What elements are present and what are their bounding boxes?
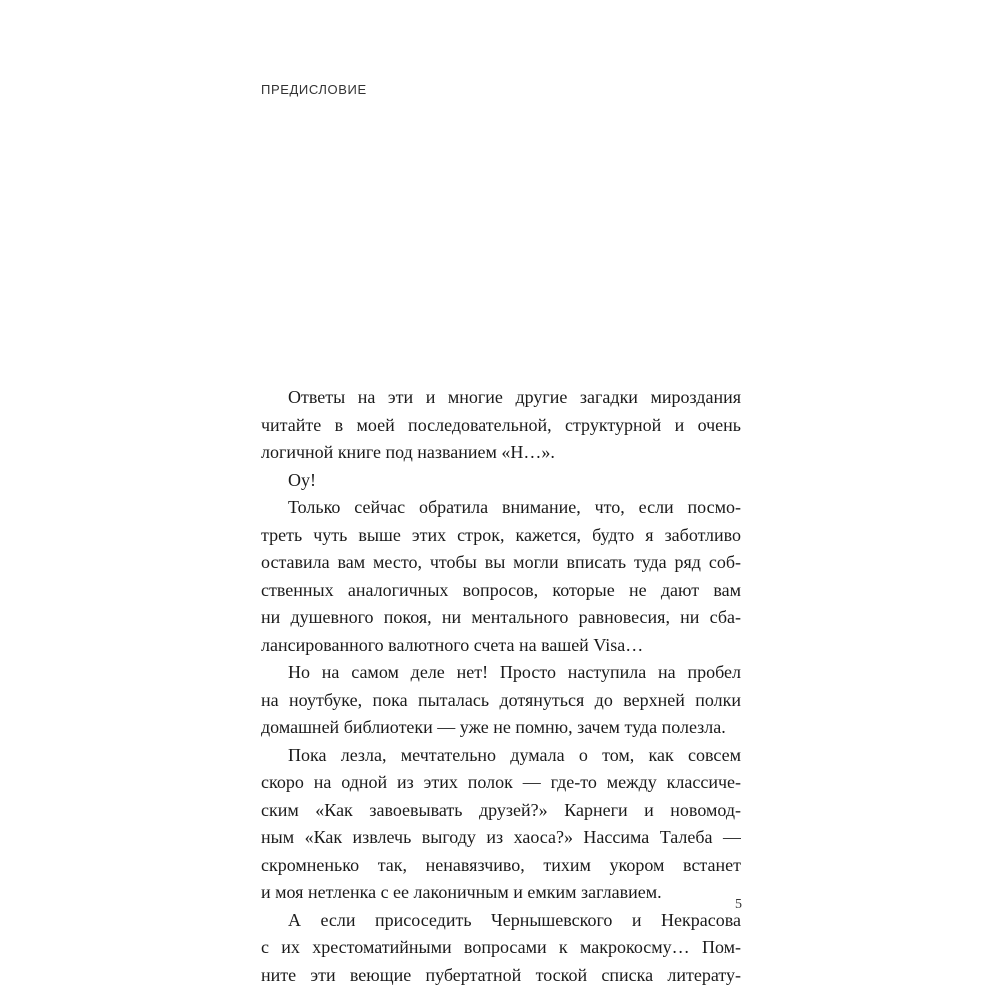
text-line: скромненько так, ненавязчиво, тихим укором встанет [261, 854, 741, 875]
text-line: Ответы на эти и многие другие загадки мироздания [288, 387, 741, 407]
text-line: ните эти веющие пубертатной тоской списка литерату- [261, 964, 741, 985]
text-line: ни душевного покоя, ни ментального равновесия, ни сба- [261, 607, 741, 627]
text-line: ным «Как извлечь выгоду из хаоса?» Нассима Талеба — [261, 827, 741, 847]
text-line: Оу! [288, 469, 316, 490]
text-line: домашней библиотеки — уже не помню, зачем туда полезла. [261, 717, 726, 737]
text-line: скоро на одной из этих полок — где-то между классиче- [261, 772, 741, 792]
text-line: Но на самом деле нет! Просто наступила на пробел [288, 662, 741, 682]
running-head: ПРЕДИСЛОВИЕ [261, 82, 367, 97]
page-number: 5 [735, 897, 742, 912]
text-line: на ноутбуке, пока пыталась дотянуться до верхней полки [261, 689, 741, 710]
text-line: лансированного валютного счета на вашей Visa… [261, 634, 644, 655]
body-text [261, 384, 741, 989]
text-line: ским «Как завоевывать друзей?» Карнеги и новомод- [261, 799, 741, 820]
text-line: и моя нетленка с ее лаконичным и емким заглавием. [261, 882, 662, 902]
text-line: логичной книге под названием «Н…». [261, 442, 555, 462]
text-line: с их хрестоматийными вопросами к макрокосму… Пом- [261, 937, 741, 957]
text-line: треть чуть выше этих строк, кажется, будто я заботливо [261, 524, 741, 545]
text-line: оставила вам место, чтобы вы могли вписать туда ряд соб- [261, 552, 741, 572]
text-line: А если присоседить Чернышевского и Некрасова [288, 909, 741, 930]
text-line: Пока лезла, мечтательно думала о том, как совсем [288, 744, 741, 765]
text-line: читайте в моей последовательной, структурной и очень [261, 414, 741, 435]
text-line: ственных аналогичных вопросов, которые не дают вам [261, 579, 741, 600]
text-line: Только сейчас обратила внимание, что, если посмо- [288, 497, 741, 517]
